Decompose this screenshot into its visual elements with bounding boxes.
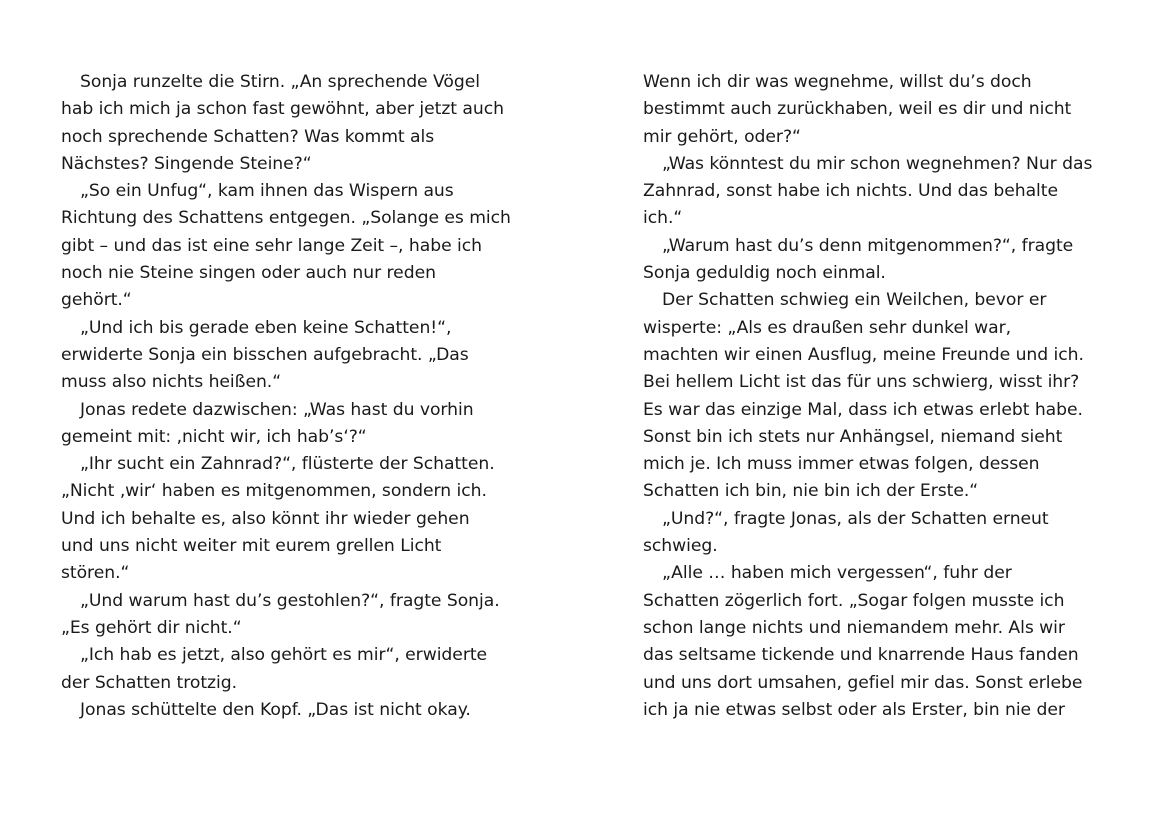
left-page [61, 69, 541, 724]
text-line: Schatten ich bin, nie bin ich der Erste.“ [643, 481, 979, 502]
text-line: der Schatten trotzig. [61, 672, 238, 693]
text-line: gehört.“ [61, 290, 132, 311]
text-line: hab ich mich ja schon fast gewöhnt, aber jetzt auch [61, 99, 504, 120]
text-line: Richtung des Schattens entgegen. „Solange es mich [61, 208, 511, 229]
text-line: „Ihr sucht ein Zahnrad?“, flüsterte der Schatten. [80, 454, 495, 475]
text-line: Der Schatten schwieg ein Weilchen, bevor er [662, 290, 1047, 311]
text-line: mir gehört, oder?“ [643, 126, 801, 147]
text-line: Und ich behalte es, also könnt ihr wieder gehen [61, 508, 470, 529]
text-line: erwiderte Sonja ein bisschen aufgebracht. „Das [61, 344, 469, 365]
text-line: und uns dort umsahen, gefiel mir das. Sonst erlebe [643, 672, 1083, 693]
text-line: Sonja geduldig noch einmal. [643, 263, 886, 284]
text-line: Jonas redete dazwischen: „Was hast du vorhin [80, 399, 474, 420]
text-line: stören.“ [61, 563, 130, 584]
text-line: mich je. Ich muss immer etwas folgen, dessen [643, 454, 1040, 475]
text-line: Schatten zögerlich fort. „Sogar folgen musste ich [643, 590, 1065, 611]
text-line: „Und ich bis gerade eben keine Schatten!“, [80, 317, 452, 338]
text-line: Sonja runzelte die Stirn. „An sprechende Vögel [80, 72, 480, 92]
text-line: muss also nichts heißen.“ [61, 372, 282, 393]
text-line: Nächstes? Singende Steine?“ [61, 153, 312, 174]
text-line: noch sprechende Schatten? Was kommt als [61, 126, 435, 147]
text-line: schwieg. [643, 536, 718, 557]
text-line: „So ein Unfug“, kam ihnen das Wispern aus [80, 181, 454, 202]
text-line: „Ich hab es jetzt, also gehört es mir“, erwiderte [80, 645, 488, 666]
text-line: „Alle … haben mich vergessen“, fuhr der [662, 563, 1012, 584]
text-line: wisperte: „Als es draußen sehr dunkel war, [643, 317, 1012, 338]
text-line: das seltsame tickende und knarrende Haus fanden [643, 645, 1079, 666]
text-line: noch nie Steine singen oder auch nur reden [61, 263, 436, 284]
text-line: „Nicht ‚wir‘ haben es mitgenommen, sondern ich. [61, 481, 487, 502]
text-line: gibt – und das ist eine sehr lange Zeit –, habe ich [61, 235, 482, 256]
text-line: schon lange nichts und niemandem mehr. Als wir [643, 617, 1065, 638]
text-line: Sonst bin ich stets nur Anhängsel, niemand sieht [643, 426, 1063, 447]
text-line: machten wir einen Ausflug, meine Freunde und ich. [643, 344, 1084, 365]
text-line: „Warum hast du’s denn mitgenommen?“, fragte [662, 235, 1074, 256]
text-line: „Es gehört dir nicht.“ [61, 617, 242, 638]
text-line: und uns nicht weiter mit eurem grellen Licht [61, 536, 442, 557]
text-line: „Was könntest du mir schon wegnehmen? Nur das [662, 153, 1093, 174]
text-line: „Und warum hast du’s gestohlen?“, fragte Sonja. [80, 590, 500, 611]
text-line: Es war das einzige Mal, dass ich etwas erlebt habe. [643, 399, 1083, 420]
text-line: Bei hellem Licht ist das für uns schwierg, wisst ihr? [643, 372, 1080, 393]
text-line: ich.“ [643, 208, 683, 229]
right-page [643, 69, 1123, 724]
text-line: Jonas schüttelte den Kopf. „Das ist nicht okay. [80, 699, 471, 720]
text-line: Wenn ich dir was wegnehme, willst du’s doch [643, 72, 1032, 92]
text-line: Zahnrad, sonst habe ich nichts. Und das behalte [643, 181, 1058, 202]
text-line: „Und?“, fragte Jonas, als der Schatten erneut [662, 508, 1049, 529]
text-line: ich ja nie etwas selbst oder als Erster, bin nie der [643, 699, 1065, 720]
text-line: bestimmt auch zurückhaben, weil es dir und nicht [643, 99, 1072, 120]
text-line: gemeint mit: ‚nicht wir, ich hab’s‘?“ [61, 426, 367, 447]
